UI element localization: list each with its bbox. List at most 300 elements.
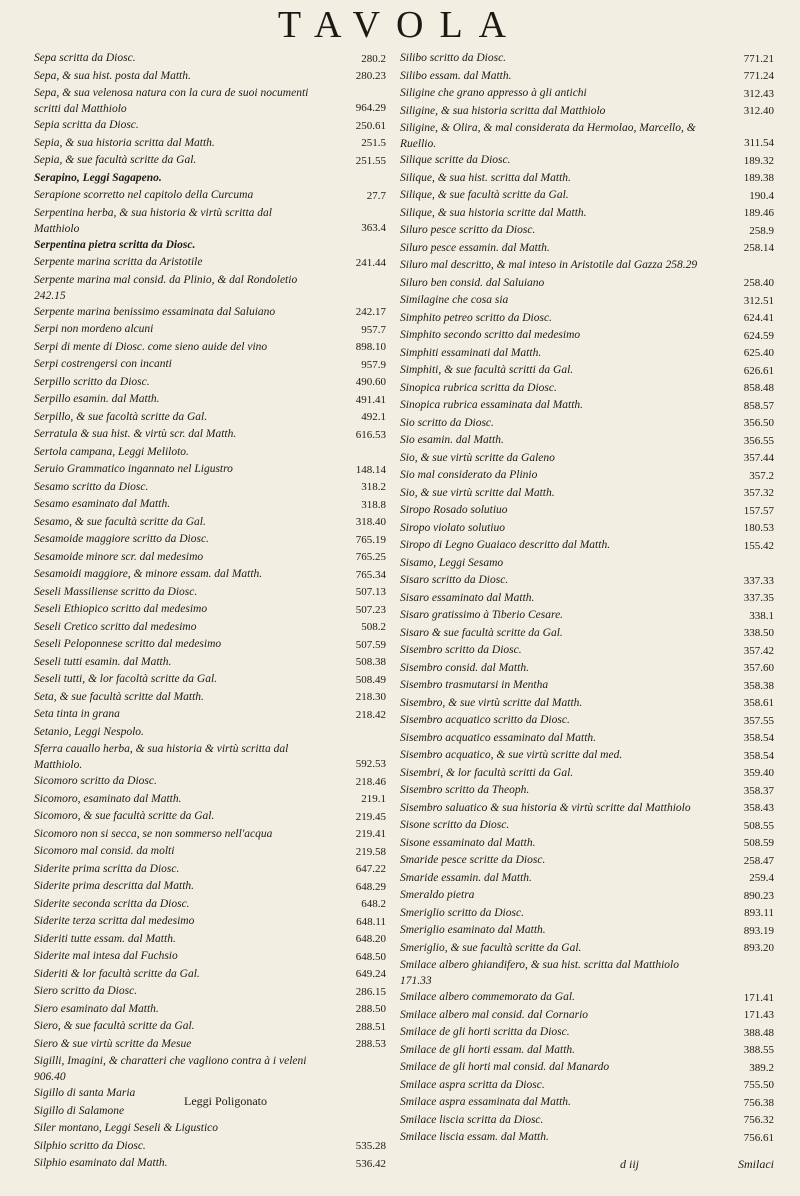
entry-text: Siropo Rosado solutiuo <box>400 504 508 516</box>
index-entry <box>400 1094 774 1112</box>
entry-text: Sio mal considerato da Plinio <box>400 469 538 481</box>
page-reference: 312.43 <box>743 87 774 100</box>
page-reference: 258.9 <box>749 224 774 237</box>
index-entry <box>400 870 774 888</box>
entry-text: Silibo essam. dal Matth. <box>400 69 512 82</box>
entry-text: Sesamoide minore scr. dal medesimo <box>34 550 204 563</box>
entry-text: Sferra cauallo herba, & sua historia & virtù scritta dal Matthiolo. <box>34 743 289 771</box>
page-reference: 218.46 <box>355 775 386 788</box>
index-entry <box>34 706 386 724</box>
page-reference: 219.1 <box>361 793 386 805</box>
entry-text: Siligine, & Olira, & mal considerata da Hermolao, Marcello, & Ruellio. <box>400 122 696 150</box>
index-entry <box>400 397 774 415</box>
entry-text: Sisembri, & lor facultà scritti da Gal. <box>400 766 574 779</box>
index-entry <box>400 485 774 503</box>
index-entry <box>34 791 386 809</box>
page-reference: 890.23 <box>743 889 774 902</box>
entry-text: Sicomoro, & sue facultà scritte da Gal. <box>34 810 215 822</box>
index-entry <box>400 50 774 68</box>
index-entry <box>34 356 386 374</box>
index-entry <box>34 187 386 205</box>
index-entry <box>400 782 774 800</box>
entry-text: Siligine, & sua historia scritta dal Matthiolo <box>400 104 606 117</box>
page-reference: 189.38 <box>743 172 774 184</box>
entry-text: Smeriglio esaminato dal Matth. <box>400 924 546 936</box>
index-entry <box>34 321 386 339</box>
entry-text: Smilace de gli horti essam. dal Matth. <box>400 1043 576 1056</box>
entry-text: Siluro mal descritto, & mal inteso in Aristotile dal Gazza 258.29 <box>400 259 698 271</box>
entry-text: Silique, & sua hist. scritta dal Matth. <box>400 171 571 184</box>
entry-text: Sisamo, Leggi Sesamo <box>400 556 504 569</box>
entry-text: Sio scritto da Diosc. <box>400 416 494 429</box>
entry-text: Sisembro trasmutarsi in Mentha <box>400 679 549 691</box>
index-entry <box>34 444 386 462</box>
index-entry <box>400 432 774 450</box>
entry-text: Serratula & sua hist. & virtù scr. dal Matth. <box>34 428 237 440</box>
index-entry <box>34 479 386 497</box>
entry-text: Sesamo esaminato dal Matth. <box>34 498 171 510</box>
index-entry <box>34 1155 386 1173</box>
entry-text: Serpentina pietra scritta da Diosc. <box>34 238 196 251</box>
index-entry <box>400 660 774 678</box>
index-entry <box>400 800 774 818</box>
index-entry <box>400 989 774 1007</box>
page-reference: 957.9 <box>361 358 386 371</box>
index-entry <box>34 170 386 188</box>
index-entry <box>400 590 774 608</box>
index-entry <box>34 931 386 949</box>
page-reference: 490.60 <box>355 376 386 388</box>
page-reference: 964.29 <box>355 102 386 114</box>
entry-text: Smilace albero mal consid. dal Cornario <box>400 1008 589 1021</box>
index-entry <box>34 636 386 654</box>
entry-text: Sisembro scritto da Diosc. <box>400 644 522 656</box>
index-entry <box>34 878 386 896</box>
index-entry <box>400 222 774 240</box>
entry-text: Smilace aspra scritta da Diosc. <box>400 1078 545 1091</box>
page-reference: 765.25 <box>355 551 386 563</box>
index-entry <box>34 1103 386 1121</box>
page-reference: 280.23 <box>355 70 386 82</box>
page-reference: 492.1 <box>361 411 386 423</box>
index-entry <box>34 861 386 879</box>
entry-text: Silibo scritto da Diosc. <box>400 52 507 64</box>
entry-text: Sisembro acquatico scritto da Diosc. <box>400 714 570 726</box>
entry-text: Silphio scritto da Diosc. <box>34 1139 146 1152</box>
index-entry <box>34 68 386 86</box>
entry-text: Smeriglio scritto da Diosc. <box>400 906 524 919</box>
entry-text: Serpi di mente di Diosc. come sieno auide del vino <box>34 340 268 353</box>
entry-text: Serpillo, & sue facoltà scritte da Gal. <box>34 410 208 423</box>
entry-text: Sisone scritto da Diosc. <box>400 819 510 831</box>
entry-text: Silique scritte da Diosc. <box>400 154 511 166</box>
page-reference: 338.50 <box>743 627 774 639</box>
entry-text: Sisaro gratissimo à Tiberio Cesare. <box>400 609 564 621</box>
page-reference: 288.53 <box>355 1038 386 1050</box>
page-reference: 898.10 <box>355 341 386 353</box>
index-entry <box>34 152 386 170</box>
entry-text: Simphito petreo scritto da Diosc. <box>400 311 552 324</box>
page-reference: 337.33 <box>743 574 774 587</box>
entry-text: Siderite seconda scritta da Diosc. <box>34 897 190 910</box>
index-entry <box>34 601 386 619</box>
page-reference: 771.24 <box>743 70 774 82</box>
index-entry <box>34 117 386 135</box>
index-entry <box>34 1120 386 1138</box>
entry-text: Sio, & sue virtù scritte dal Matth. <box>400 486 555 499</box>
index-entry <box>34 826 386 844</box>
page-reference: 155.42 <box>743 539 774 552</box>
entry-text: Sinopica rubrica essaminata dal Matth. <box>400 399 584 411</box>
entry-text: Sigilli, Imagini, & charatteri che vagliono contra à i veleni 906.40 <box>34 1055 307 1083</box>
entry-text: Simphito secondo scritto dal medesimo <box>400 329 581 341</box>
index-entry <box>34 689 386 707</box>
entry-text: Siero scritto da Diosc. <box>34 985 138 997</box>
entry-text: Siropo violato solutiuo <box>400 521 505 534</box>
page-reference: 357.55 <box>743 714 774 727</box>
index-entry <box>400 1077 774 1095</box>
page-reference: 626.61 <box>743 364 774 377</box>
index-entry <box>400 205 774 223</box>
index-entry <box>400 730 774 748</box>
catchword: Smilaci <box>738 1157 774 1171</box>
entry-text: Siderite terza scritta dal medesimo <box>34 915 195 927</box>
entry-text: Serpi costrengersi con incanti <box>34 358 172 370</box>
entry-text: Seseli Ethiopico scritto dal medesimo <box>34 603 208 615</box>
page-reference: 259.4 <box>749 872 774 884</box>
index-entry <box>400 695 774 713</box>
index-entry <box>400 103 774 121</box>
page-reference: 358.38 <box>743 679 774 692</box>
page-reference: 648.11 <box>356 915 386 928</box>
entry-text: Silphio esaminato dal Matth. <box>34 1157 168 1169</box>
page-reference: 218.42 <box>355 708 386 721</box>
entry-text: Silique, & sua historia scritte dal Matth. <box>400 206 587 219</box>
index-entry <box>34 237 386 255</box>
index-entry <box>34 773 386 791</box>
page-reference: 755.50 <box>743 1079 774 1091</box>
page-reference: 592.53 <box>355 758 386 770</box>
index-entry <box>34 135 386 153</box>
entry-text: Siluro ben consid. dal Saluiano <box>400 276 545 289</box>
index-entry <box>400 642 774 660</box>
entry-text: Siderite mal intesa dal Fuchsio <box>34 950 178 962</box>
index-entry <box>34 254 386 272</box>
entry-text: Serpillo esamin. dal Matth. <box>34 393 160 405</box>
page-reference: 251.55 <box>355 154 386 167</box>
index-entry <box>400 1129 774 1147</box>
index-entry <box>34 808 386 826</box>
index-entry <box>34 671 386 689</box>
page-reference: 648.29 <box>355 880 386 893</box>
index-entry <box>400 817 774 835</box>
index-entry <box>34 1001 386 1019</box>
index-entry <box>34 741 386 773</box>
page-reference: 218.30 <box>355 691 386 703</box>
index-entry <box>400 572 774 590</box>
index-entry <box>34 566 386 584</box>
index-entry <box>400 537 774 555</box>
entry-text: Sepa, & sua hist. posta dal Matth. <box>34 69 191 82</box>
entry-text: Sepia, & sua historia scritta dal Matth. <box>34 136 215 149</box>
page-title: TAVOLA <box>277 4 523 46</box>
page-reference: 280.2 <box>361 52 386 65</box>
entry-text: Serapino, Leggi Sagapeno. <box>34 171 162 184</box>
entry-text: Sepia, & sue facultà scritte da Gal. <box>34 154 197 166</box>
index-entry <box>400 68 774 86</box>
entry-text: Sicomoro non si secca, se non sommerso nell'acqua <box>34 827 273 840</box>
page-reference: 337.35 <box>743 592 774 604</box>
brace-reference: Leggi Poligonato <box>184 1094 267 1108</box>
index-entry <box>400 187 774 205</box>
page-reference: 649.24 <box>355 968 386 980</box>
page-reference: 624.59 <box>743 329 774 342</box>
page-reference: 508.49 <box>355 673 386 686</box>
page-reference: 288.50 <box>355 1003 386 1015</box>
page-reference: 318.40 <box>355 516 386 528</box>
entry-text: Smilace albero commemorato da Gal. <box>400 991 575 1003</box>
entry-text: Seta tinta in grana <box>34 708 120 720</box>
index-entry <box>400 625 774 643</box>
page-reference: 189.46 <box>743 207 774 219</box>
page-reference: 356.50 <box>743 417 774 429</box>
index-entry <box>400 905 774 923</box>
entry-text: Seruio Grammatico ingannato nel Ligustro <box>34 463 233 475</box>
index-entry <box>400 1042 774 1060</box>
index-entry <box>400 1112 774 1130</box>
page-reference: 756.32 <box>743 1114 774 1126</box>
entry-text: Sicomoro scritto da Diosc. <box>34 775 157 787</box>
page-reference: 258.14 <box>743 242 774 254</box>
page-reference: 171.43 <box>743 1009 774 1021</box>
entry-text: Seseli tutti, & lor facoltà scritte da Gal. <box>34 673 218 685</box>
entry-text: Sisaro essaminato dal Matth. <box>400 591 535 604</box>
index-entry <box>34 339 386 357</box>
page-reference: 389.2 <box>749 1061 774 1074</box>
entry-text: Serpente marina scritta da Aristotile <box>34 256 203 268</box>
index-entry <box>34 584 386 602</box>
index-entry <box>400 275 774 293</box>
page-reference: 219.41 <box>355 828 386 840</box>
page-reference: 356.55 <box>743 434 774 447</box>
index-entry <box>400 520 774 538</box>
entry-text: Sisembro acquatico essaminato dal Matth. <box>400 731 597 744</box>
page-reference: 508.59 <box>743 837 774 849</box>
page-reference: 765.19 <box>355 533 386 546</box>
index-entry <box>34 913 386 931</box>
page-reference: 148.14 <box>355 463 386 476</box>
entry-text: Smilace de gli horti scritta da Diosc. <box>400 1026 570 1038</box>
index-entry <box>34 896 386 914</box>
entry-text: Siero & sue virtù scritte da Mesue <box>34 1037 192 1050</box>
entry-text: Sio esamin. dal Matth. <box>400 434 504 446</box>
page-reference: 363.4 <box>361 221 386 234</box>
entry-text: Simphiti, & sue facultà scritti da Gal. <box>400 364 574 376</box>
page-reference: 358.54 <box>743 749 774 762</box>
index-entry <box>400 257 774 275</box>
index-entry <box>34 1138 386 1156</box>
entry-text: Serpi non mordeno alcuni <box>34 323 154 335</box>
page-reference: 508.38 <box>355 656 386 668</box>
page-reference: 357.44 <box>743 452 774 464</box>
index-entry <box>34 619 386 637</box>
index-entry <box>34 549 386 567</box>
index-entry <box>400 240 774 258</box>
index-entry <box>400 607 774 625</box>
index-entry <box>34 304 386 322</box>
index-entry <box>400 327 774 345</box>
index-entry <box>400 345 774 363</box>
index-entry <box>400 835 774 853</box>
page-reference: 171.41 <box>743 991 774 1004</box>
entry-text: Smaride essamin. dal Matth. <box>400 871 532 884</box>
page-reference: 189.32 <box>743 154 774 167</box>
index-entry <box>34 983 386 1001</box>
page-reference: 258.40 <box>743 277 774 289</box>
entry-text: Sisembro scritto da Theoph. <box>400 784 530 796</box>
index-entry <box>400 940 774 958</box>
index-entry <box>400 450 774 468</box>
page-reference: 286.15 <box>355 985 386 998</box>
entry-text: Seseli Peloponnese scritto dal medesimo <box>34 638 222 650</box>
page-reference: 771.21 <box>743 52 774 65</box>
index-entry <box>400 555 774 573</box>
entry-text: Sicomoro mal consid. da molti <box>34 845 175 857</box>
entry-text: Sisembro saluatico & sua historia & virtù scritte dal Matthiolo <box>400 801 691 814</box>
page-reference: 258.47 <box>743 854 774 867</box>
page-reference: 647.22 <box>355 863 386 875</box>
index-entry <box>34 843 386 861</box>
index-entry <box>34 409 386 427</box>
entry-text: Siler montano, Leggi Seseli & Ligustico <box>34 1122 218 1134</box>
index-entry <box>400 747 774 765</box>
entry-text: Setanio, Leggi Nespolo. <box>34 725 144 738</box>
entry-text: Similagine che cosa sia <box>400 294 509 306</box>
index-entry <box>34 496 386 514</box>
index-entry <box>34 1018 386 1036</box>
page-reference: 508.55 <box>743 819 774 832</box>
entry-text: Sertola campana, Leggi Meliloto. <box>34 445 189 458</box>
page-reference: 957.7 <box>361 323 386 336</box>
entry-text: Smaride pesce scritte da Diosc. <box>400 854 546 866</box>
index-entry <box>34 948 386 966</box>
page-reference: 893.20 <box>743 942 774 954</box>
index-entry <box>34 391 386 409</box>
page-reference: 357.60 <box>743 662 774 674</box>
entry-text: Siderite prima descritta dal Matth. <box>34 880 195 892</box>
entry-text: Sigillo di Salamone <box>34 1104 125 1117</box>
entry-text: Sideriti tutte essam. dal Matth. <box>34 932 176 945</box>
entry-text: Siero, & sue facultà scritte da Gal. <box>34 1020 195 1032</box>
entry-text: Smilace de gli horti mal consid. dal Manardo <box>400 1061 610 1073</box>
index-entry <box>34 426 386 444</box>
entry-text: Sesamo, & sue facultà scritte da Gal. <box>34 515 206 528</box>
index-entry <box>400 120 774 152</box>
entry-text: Sideriti & lor facultà scritte da Gal. <box>34 967 200 980</box>
page-reference: 288.51 <box>355 1020 386 1033</box>
page-reference: 241.44 <box>355 256 386 269</box>
page-reference: 508.2 <box>361 621 386 633</box>
page-reference: 312.40 <box>743 105 774 117</box>
index-entry <box>400 922 774 940</box>
index-entry <box>400 415 774 433</box>
entry-text: Seta, & sue facultà scritte dal Matth. <box>34 690 204 703</box>
index-entry <box>34 514 386 532</box>
index-entry <box>34 50 386 68</box>
entry-text: Siluro pesce scritto da Diosc. <box>400 224 536 236</box>
entry-text: Serpente marina mal consid. da Plinio, & dal Rondoletio 242.15 <box>34 273 298 302</box>
entry-text: Sisembro, & sue virtù scritte dal Matth. <box>400 696 583 709</box>
entry-text: Smilace liscia essam. dal Matth. <box>400 1131 549 1143</box>
page-reference: 180.53 <box>743 522 774 534</box>
entry-text: Sesamoide maggiore scritto da Diosc. <box>34 533 209 545</box>
index-entry <box>400 85 774 103</box>
index-entry <box>400 502 774 520</box>
entry-text: Smilace albero ghiandifero, & sua hist. scritta dal Matthiolo 171.33 <box>400 959 679 987</box>
page-reference: 242.17 <box>355 306 386 318</box>
entry-text: Sisone essaminato dal Matth. <box>400 836 536 849</box>
entry-text: Silique, & sue facultà scritte da Gal. <box>400 189 569 201</box>
entry-text: Sigillo di santa Maria <box>34 1087 136 1099</box>
entry-text: Sisembro consid. dal Matth. <box>400 661 529 674</box>
page-reference: 893.11 <box>744 907 774 919</box>
entry-text: Serpentina herba, & sua historia & virtù scritta dal Matthiolo <box>34 206 272 235</box>
entry-text: Simphiti essaminati dal Matth. <box>400 346 542 359</box>
index-entry <box>400 362 774 380</box>
entry-text: Serpente marina benissimo essaminata dal Saluiano <box>34 305 276 318</box>
entry-text: Sicomoro, esaminato dal Matth. <box>34 792 182 805</box>
entry-text: Sepia scritta da Diosc. <box>34 119 139 131</box>
entry-text: Seseli Cretico scritto dal medesimo <box>34 620 197 633</box>
index-entry <box>34 531 386 549</box>
entry-text: Sisaro scritto da Diosc. <box>400 574 509 586</box>
index-entry <box>400 1059 774 1077</box>
page-reference: 311.54 <box>744 137 774 149</box>
entry-text: Sisembro acquatico, & sue virtù scritte dal med. <box>400 749 623 761</box>
index-entry <box>34 724 386 742</box>
page-reference: 338.1 <box>749 609 774 622</box>
page-reference: 756.38 <box>743 1096 774 1109</box>
page-reference: 358.54 <box>743 732 774 744</box>
index-entry <box>34 272 386 304</box>
page-reference: 624.41 <box>743 312 774 324</box>
page-reference: 357.32 <box>743 487 774 499</box>
entry-text: Siligine che grano appresso à gli antichi <box>400 87 587 99</box>
index-entry <box>400 152 774 170</box>
index-entry <box>400 1024 774 1042</box>
entry-text: Smeraldo pietra <box>400 889 475 901</box>
page-reference: 27.7 <box>366 189 386 202</box>
entry-text: Siropo di Legno Guaiaco descritto dal Matth. <box>400 539 611 551</box>
index-entry <box>400 677 774 695</box>
index-entry <box>34 1085 386 1108</box>
index-entry <box>400 957 774 989</box>
entry-text: Serpillo scritto da Diosc. <box>34 375 150 388</box>
page-reference: 893.19 <box>743 924 774 937</box>
index-entry <box>400 467 774 485</box>
entry-text: Smeriglio, & sue facultà scritte da Gal. <box>400 941 582 954</box>
entry-text: Siluro pesce essamin. dal Matth. <box>400 241 550 254</box>
entry-text: Seseli Massiliense scritto da Diosc. <box>34 585 198 598</box>
index-entry <box>34 1053 386 1085</box>
page-reference: 858.48 <box>743 382 774 394</box>
index-entry <box>400 292 774 310</box>
entry-text: Siero esaminato dal Matth. <box>34 1002 159 1015</box>
page-reference: 765.34 <box>355 568 386 581</box>
page-reference: 616.53 <box>355 428 386 441</box>
page-reference: 648.2 <box>361 898 386 910</box>
entry-text: Serapione scorretto nel capitolo della Curcuma <box>34 189 254 201</box>
